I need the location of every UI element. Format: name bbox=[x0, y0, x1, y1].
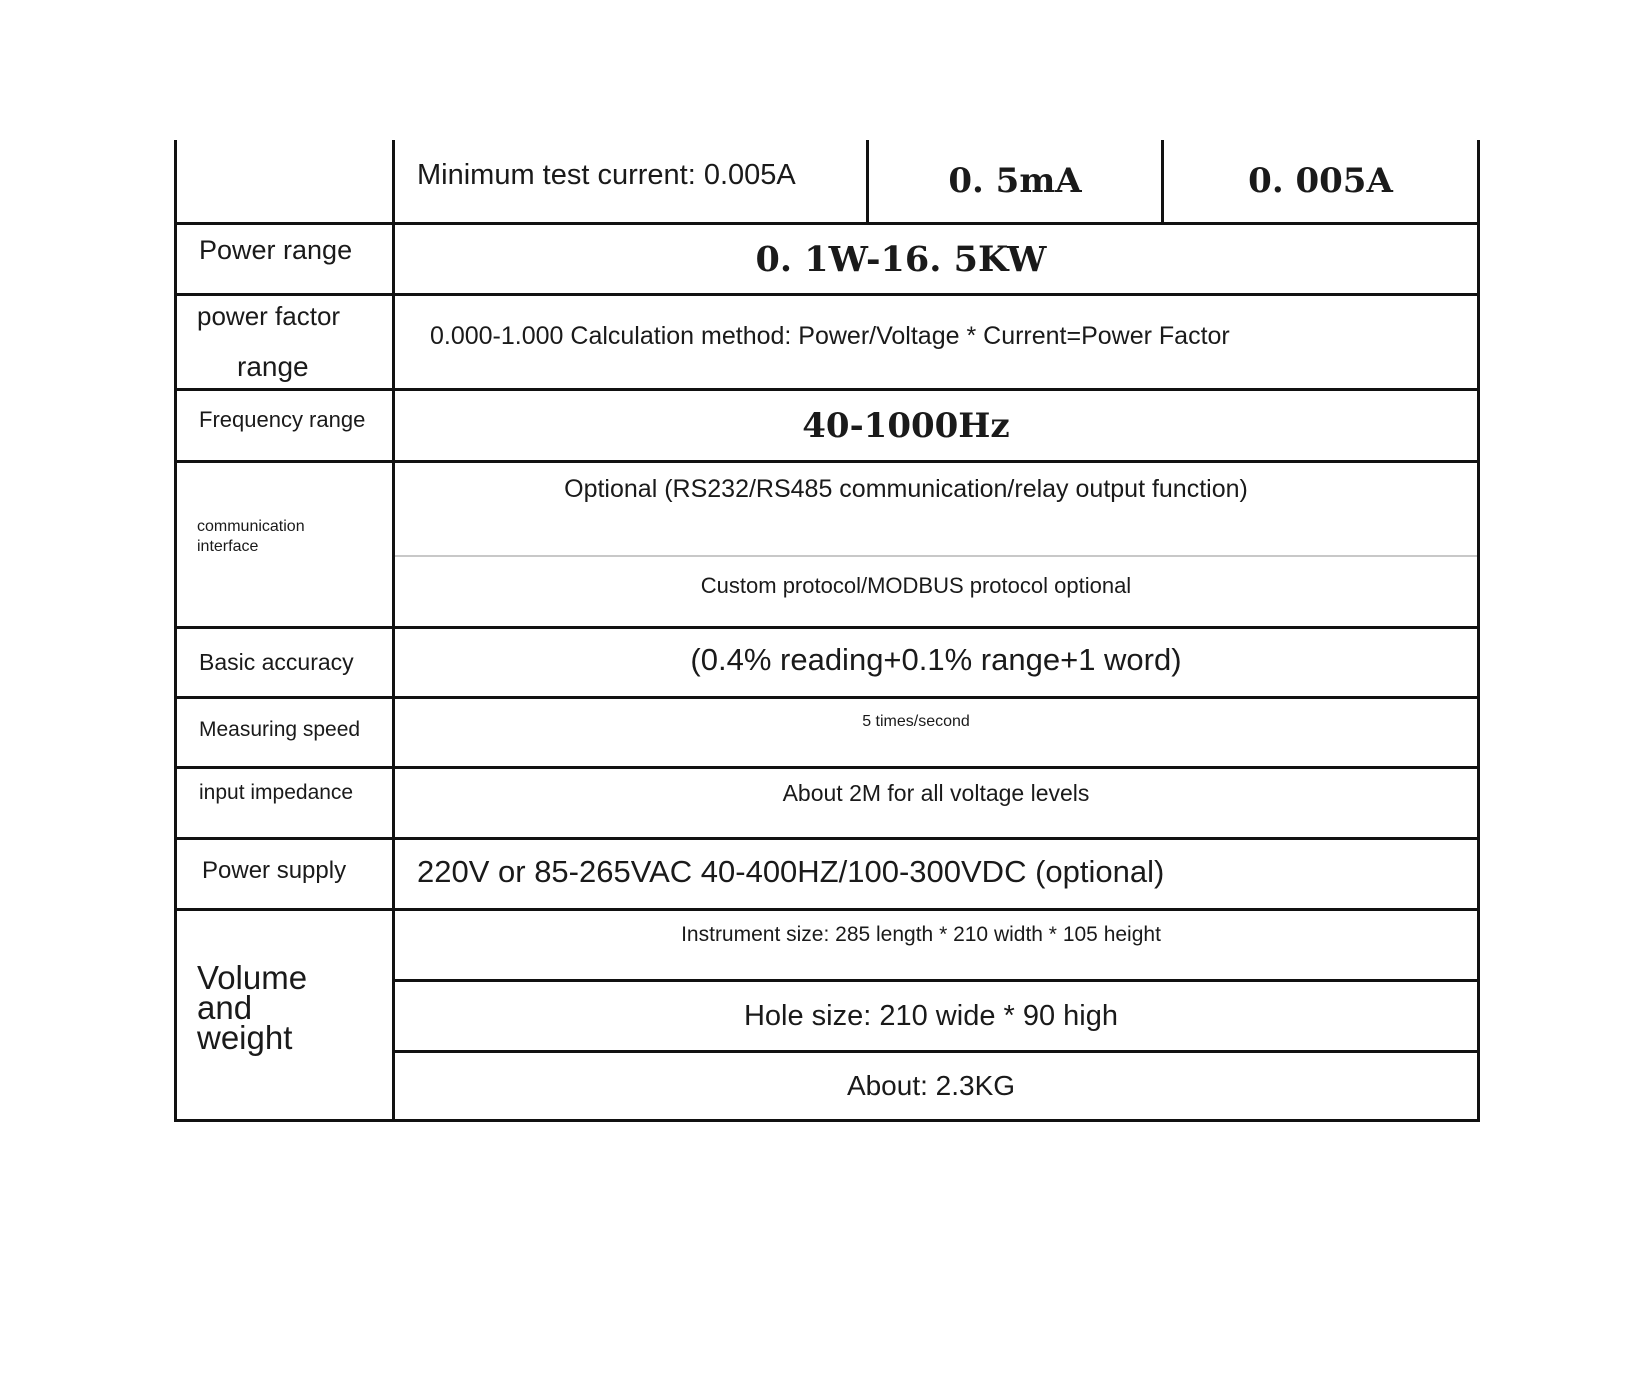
hole-size-text: Hole size: 210 wide * 90 high bbox=[743, 999, 1118, 1032]
min-test-current-cell bbox=[395, 140, 866, 210]
basic-accuracy-label bbox=[177, 629, 392, 696]
measuring-speed-value bbox=[395, 699, 1477, 766]
basic-accuracy-value bbox=[395, 629, 1477, 696]
frequency-range-label-text: Frequency range bbox=[199, 406, 366, 432]
spec-table bbox=[174, 140, 1480, 1122]
communication-options-text: Optional (RS232/RS485 communication/relay output function) bbox=[564, 474, 1248, 503]
communication-options-value bbox=[395, 463, 1477, 533]
frequency-range-label bbox=[177, 391, 392, 460]
input-impedance-value-text: About 2M for all voltage levels bbox=[782, 779, 1090, 806]
power-supply-value-text: 220V or 85-265VAC 40-400HZ/100-300VDC (optional) bbox=[417, 854, 1165, 889]
weight-text: About: 2.3KG bbox=[846, 1070, 1016, 1101]
communication-label-line2: interface bbox=[197, 537, 259, 555]
hole-size-value bbox=[395, 982, 1477, 1050]
measuring-speed-label bbox=[177, 699, 392, 766]
input-impedance-label-text: input impedance bbox=[199, 781, 354, 804]
power-factor-label bbox=[177, 296, 392, 388]
volume-weight-label-line2: and bbox=[197, 989, 253, 1027]
power-factor-value-text: 0.000-1.000 Calculation method: Power/Voltage * Current=Power Factor bbox=[430, 321, 1230, 350]
table-bottom-border bbox=[174, 1119, 1480, 1122]
protocol-value bbox=[395, 557, 1477, 626]
power-supply-label-text: Power supply bbox=[202, 857, 347, 884]
instrument-size-value bbox=[395, 911, 1477, 979]
frequency-range-value-text: 40-1000Hz bbox=[802, 405, 1010, 446]
power-factor-label-line1: power factor bbox=[197, 301, 341, 331]
basic-accuracy-value-text: (0.4% reading+0.1% range+1 word) bbox=[690, 641, 1182, 677]
instrument-size-text: Instrument size: 285 length * 210 width * 105 height bbox=[681, 923, 1161, 946]
measuring-speed-label-text: Measuring speed bbox=[199, 717, 361, 741]
input-impedance-label bbox=[177, 769, 392, 837]
frequency-range-value bbox=[395, 391, 1477, 460]
communication-interface-label bbox=[177, 463, 392, 626]
power-supply-label bbox=[177, 840, 392, 908]
resolution-ma-cell bbox=[869, 140, 1161, 222]
communication-label-line1: communication bbox=[197, 517, 305, 535]
top-row-label bbox=[177, 140, 392, 222]
volume-weight-label-line3: weight bbox=[197, 1018, 293, 1056]
power-range-label bbox=[177, 225, 392, 293]
basic-accuracy-label-text: Basic accuracy bbox=[199, 649, 354, 675]
weight-value bbox=[395, 1053, 1477, 1119]
power-range-label-text: Power range bbox=[199, 235, 353, 265]
power-factor-label-line2: range bbox=[237, 351, 309, 382]
volume-weight-label-line1: Volume bbox=[197, 959, 308, 997]
power-range-value bbox=[395, 225, 1477, 293]
resolution-ma-text: 0. 5mA bbox=[948, 161, 1082, 201]
resolution-a-cell bbox=[1164, 140, 1477, 222]
protocol-text: Custom protocol/MODBUS protocol optional bbox=[700, 572, 1132, 598]
table-right-border bbox=[1477, 140, 1480, 1122]
power-range-value-text: 0. 1W-16. 5KW bbox=[755, 238, 1047, 280]
volume-weight-label bbox=[177, 911, 392, 1119]
resolution-a-text: 0. 005A bbox=[1248, 161, 1393, 201]
input-impedance-value bbox=[395, 769, 1477, 837]
min-test-current-text: Minimum test current: 0.005A bbox=[417, 158, 796, 191]
power-supply-value bbox=[395, 840, 1477, 908]
measuring-speed-value-text: 5 times/second bbox=[862, 713, 970, 730]
power-factor-value bbox=[395, 296, 1477, 388]
